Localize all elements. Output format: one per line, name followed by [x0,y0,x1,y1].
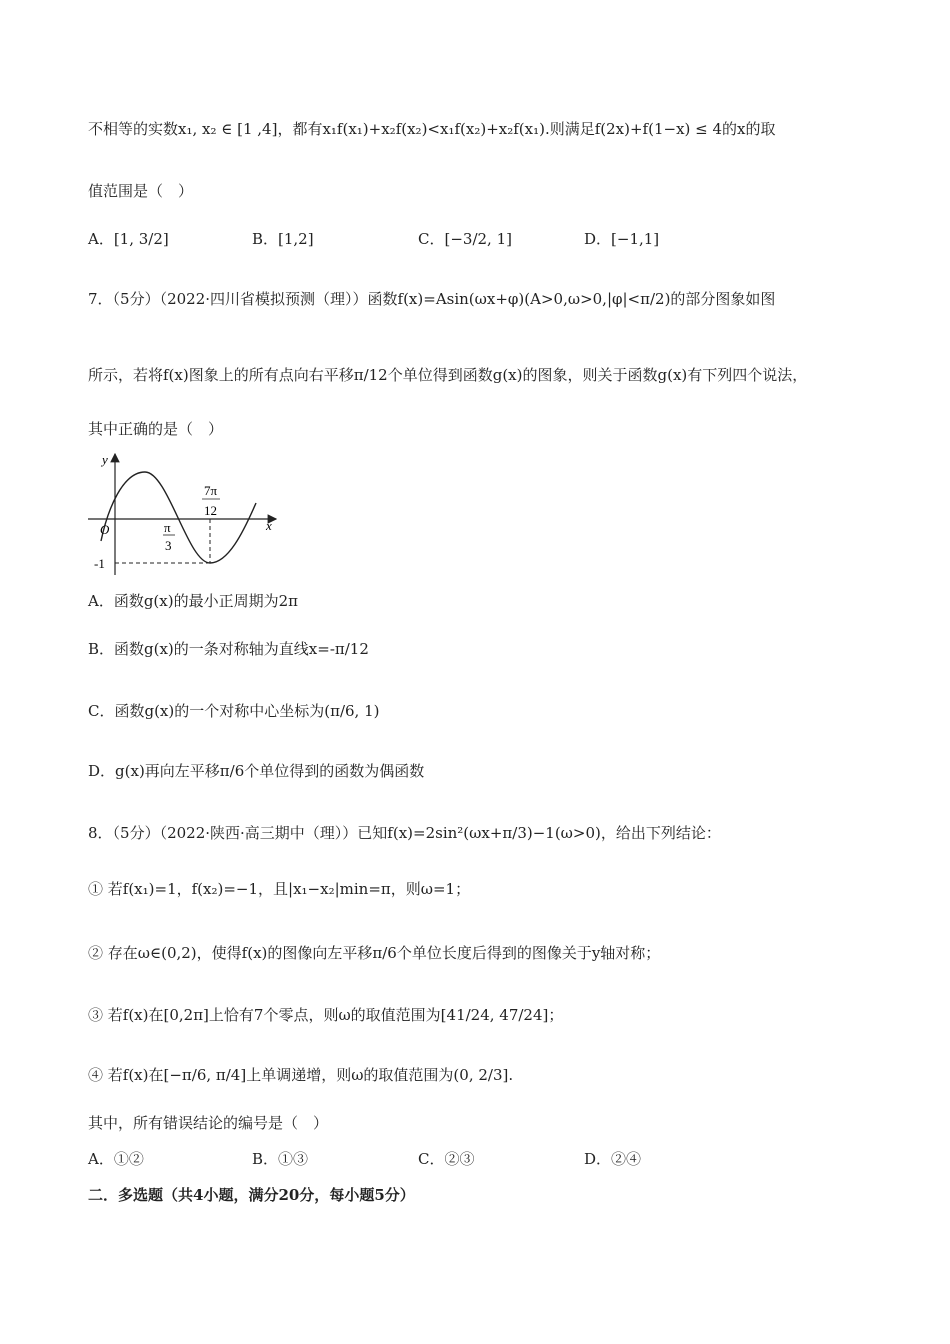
q6-stem-line2: 值范围是（ ） [88,182,194,200]
q8-option-a: A．①② [88,1150,144,1168]
q6-option-d: D．[−1,1] [584,230,660,248]
tick-pi3-den: 3 [165,538,172,553]
q8-item-1: ① 若f(x₁)=1，f(x₂)=−1，且|x₁−x₂|min=π，则ω=1； [88,880,471,898]
tick-7pi12-num: 7π [204,483,218,498]
q7-stem-line2: 所示，若将f(x)图象上的所有点向右平移π/12个单位得到函数g(x)的图象，则关于函数g(x)有下列四个说法， [88,366,808,384]
y-axis-label: y [102,452,108,467]
tick-7pi12-den: 12 [204,503,217,518]
q7-option-b: B．函数g(x)的一条对称轴为直线x=-π/12 [88,640,369,658]
q8-stem: 8．（5分）（2022·陕西·高三期中（理））已知f(x)=2sin²(ωx+π/3)−1(ω>0)，给出下列结论： [88,824,721,842]
q6-option-c: C．[−3/2, 1] [418,230,512,248]
x-axis-label: x [266,518,272,533]
q7-option-a: A．函数g(x)的最小正周期为2π [88,592,299,610]
q6-stem-line1: 不相等的实数x₁, x₂ ∈ [1 ,4]，都有x₁f(x₁)+x₂f(x₂)<x₁f(x₂)+x₂f(x₁).则满足f(2x)+f(1−x) ≤ 4的x的取 [88,120,776,138]
q8-option-c: C．②③ [418,1150,475,1168]
min-label: -1 [94,556,105,571]
tick-pi3-num: π [164,520,171,535]
section-2-heading: 二．多选题（共4小题，满分20分，每小题5分） [88,1186,415,1204]
q6-option-b: B．[1,2] [252,230,314,248]
q7-stem-line1: 7．（5分）（2022·四川省模拟预测（理））函数f(x)=Asin(ωx+φ)(A>0,ω>0,|φ|<π/2)的部分图象如图 [88,290,776,308]
q7-sine-graph [88,448,288,578]
q8-item-3: ③ 若f(x)在[0,2π]上恰有7个零点，则ω的取值范围为[41/24, 47/24]； [88,1006,564,1024]
q7-option-d: D．g(x)再向左平移π/6个单位得到的函数为偶函数 [88,762,425,780]
origin-label: O [100,522,110,537]
q7-stem-line3: 其中正确的是（ ） [88,420,224,438]
q6-option-a: A．[1, 3/2] [88,230,169,248]
q8-question: 其中，所有错误结论的编号是（ ） [88,1114,329,1132]
sine-curve [101,472,256,563]
q8-option-d: D．②④ [584,1150,642,1168]
q8-item-2: ② 存在ω∈(0,2)，使得f(x)的图像向左平移π/6个单位长度后得到的图像关于y轴对称； [88,944,661,962]
q8-option-b: B．①③ [252,1150,309,1168]
q7-option-c: C．函数g(x)的一个对称中心坐标为(π/6, 1) [88,702,380,720]
q8-item-4: ④ 若f(x)在[−π/6, π/4]上单调递增，则ω的取值范围为(0, 2/3]. [88,1066,514,1084]
